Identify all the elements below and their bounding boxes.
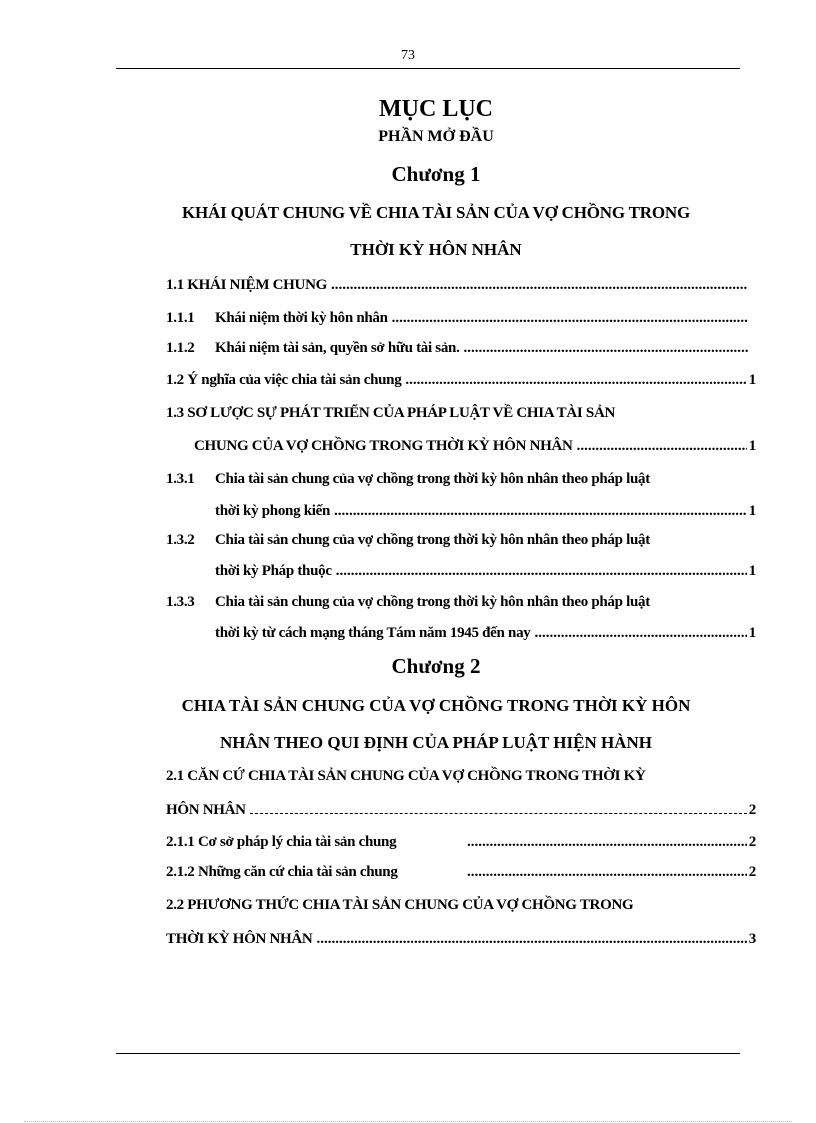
leader-dots [334,503,747,520]
toc-entry-1-3-cont[interactable] [194,438,756,455]
chapter-1-title-line-2: THỜI KỲ HÔN NHÂN [350,240,522,259]
page-number: 73 [401,48,415,63]
toc-entry-number: 1.3.3 [166,594,195,610]
toc-entry-text: 1.2 Ý nghĩa của việc chia tài sản chung [166,372,402,388]
leader-dots [534,625,746,642]
toc-entry-text: Khái niệm tài sản, quyền sở hữu tài sản. [215,340,460,356]
leader-dots [405,372,746,389]
toc-entry-text: Chia tài sản chung của vợ chồng trong thời kỳ hôn nhân theo pháp luật [215,532,650,548]
intro-heading: PHẦN MỞ ĐẦU [378,128,494,145]
toc-entry-page: 1 [748,438,756,454]
toc-entry-2-1[interactable] [166,768,756,785]
toc-entry-text-cont: thời kỳ Pháp thuộc [215,563,332,579]
toc-entry-text: 2.1.1 Cơ sở pháp lý chia tài sản chung [166,834,397,850]
toc-entry-page: 3 [748,931,756,947]
page-edge-dotted-line [24,1121,792,1122]
leader-dashes [250,813,747,814]
toc-entry-text-cont: thời kỳ từ cách mạng tháng Tám năm 1945 đến nay [215,625,531,641]
leader-dots [464,340,748,357]
toc-entry-text: 1.1 KHÁI NIỆM CHUNG [166,277,327,293]
toc-entry-1-1-1[interactable] [166,310,756,327]
footer-rule [116,1053,740,1054]
toc-entry-2-1-cont[interactable] [166,802,756,819]
toc-entry-1-3-2-cont[interactable] [215,563,756,580]
toc-entry-number: 1.1.1 [166,310,195,326]
toc-entry-page: 1 [748,503,756,519]
header-rule [116,68,740,69]
leader-dots [336,563,747,580]
toc-entry-page: 2 [748,864,756,880]
toc-entry-1-3-1[interactable] [166,471,756,488]
toc-entry-text-cont: THỜI KỲ HÔN NHÂN [166,931,313,947]
toc-entry-text: Khái niệm thời kỳ hôn nhân [215,310,388,326]
leader-dots [577,438,747,455]
chapter-1-label: Chương 1 [391,162,481,186]
toc-entry-text: 2.1.2 Những căn cứ chia tài sản chung [166,864,398,880]
leader-dots [392,310,748,327]
toc-entry-text: 1.3 SƠ LƯỢC SỰ PHÁT TRIỂN CỦA PHÁP LUẬT VỀ CHIA TÀI SẢN [166,405,616,421]
toc-entry-1-1-2[interactable] [166,340,756,357]
toc-entry-text: 2.2 PHƯƠNG THỨC CHIA TÀI SẢN CHUNG CỦA VỢ CHỒNG TRONG [166,897,634,913]
toc-entry-number: 1.3.1 [166,471,195,487]
toc-entry-page: 1 [748,372,756,388]
toc-entry-2-1-2[interactable] [166,864,756,881]
toc-entry-1-3-2[interactable] [166,532,756,549]
toc-entry-2-2-cont[interactable] [166,931,756,948]
toc-entry-1-3-3[interactable] [166,594,756,611]
toc-title: MỤC LỤC [379,96,493,122]
toc-entry-text: 2.1 CĂN CỨ CHIA TÀI SẢN CHUNG CỦA VỢ CHỒNG TRONG THỜI KỲ [166,768,646,784]
toc-entry-1-3-3-cont[interactable] [215,625,756,642]
toc-entry-1-1[interactable] [166,277,756,294]
leader-dots [467,834,747,851]
toc-entry-1-3[interactable] [166,405,756,422]
toc-entry-2-2[interactable] [166,897,756,914]
toc-entry-page: 2 [748,802,756,818]
toc-entry-text-cont: CHUNG CỦA VỢ CHỒNG TRONG THỜI KỲ HÔN NHÂN [194,438,573,454]
toc-entry-page: 1 [748,563,756,579]
toc-entry-page: 1 [748,625,756,641]
toc-entry-text-cont: HÔN NHÂN [166,802,246,818]
toc-entry-page: 2 [748,834,756,850]
chapter-2-title-line-2: NHÂN THEO QUI ĐỊNH CỦA PHÁP LUẬT HIỆN HÀNH [220,733,652,752]
toc-entry-1-2[interactable] [166,372,756,389]
toc-entry-text: Chia tài sản chung của vợ chồng trong thời kỳ hôn nhân theo pháp luật [215,594,650,610]
chapter-2-title-line-1: CHIA TÀI SẢN CHUNG CỦA VỢ CHỒNG TRONG THỜI KỲ HÔN [181,696,691,715]
chapter-2-label: Chương 2 [391,654,481,678]
toc-entry-text: Chia tài sản chung của vợ chồng trong thời kỳ hôn nhân theo pháp luật [215,471,650,487]
chapter-1-title-line-1: KHÁI QUÁT CHUNG VỀ CHIA TÀI SẢN CỦA VỢ CHỒNG TRONG [182,203,690,222]
toc-entry-number: 1.3.2 [166,532,195,548]
leader-dots [331,277,748,294]
leader-dots [316,931,746,948]
toc-entry-2-1-1[interactable] [166,834,756,851]
leader-dots [467,864,747,881]
toc-entry-text-cont: thời kỳ phong kiến [215,503,331,519]
toc-entry-1-3-1-cont[interactable] [215,503,756,520]
toc-entry-number: 1.1.2 [166,340,195,356]
